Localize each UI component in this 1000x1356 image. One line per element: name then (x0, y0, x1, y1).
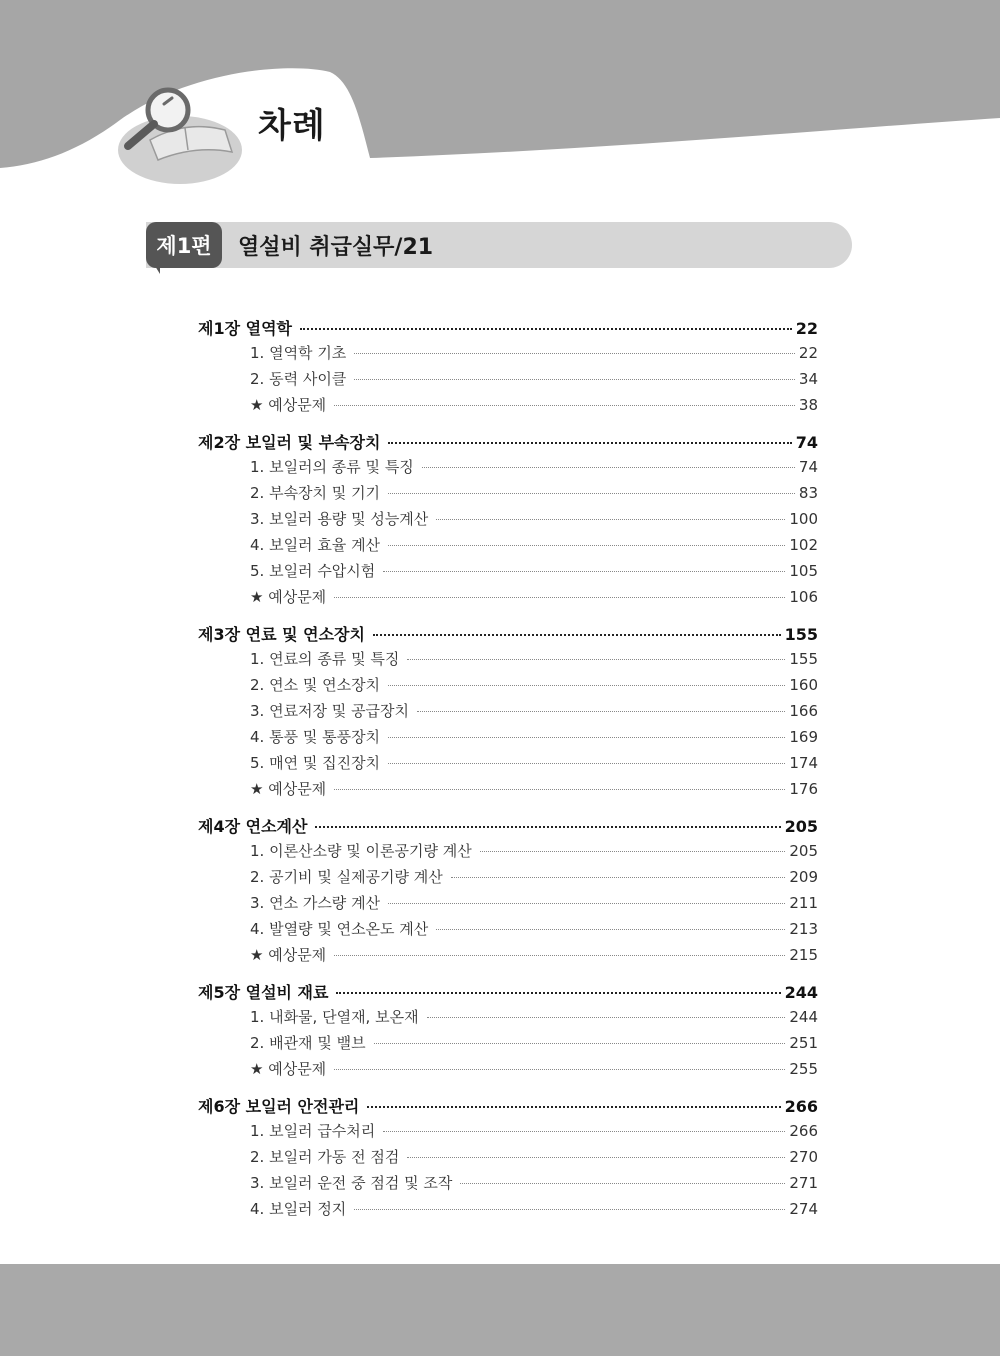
toc-item[interactable] (198, 700, 818, 726)
dot-leader (367, 1106, 780, 1108)
toc-chapter[interactable] (198, 814, 818, 840)
item-title: 2. 공기비 및 실제공기량 계산 (250, 868, 443, 886)
dot-leader (374, 1043, 786, 1044)
dot-leader (383, 571, 785, 572)
chapter-title: 제4장 연소계산 (198, 817, 308, 836)
toc-chapter[interactable] (198, 622, 818, 648)
toc-item[interactable] (198, 726, 818, 752)
toc-chapter[interactable] (198, 430, 818, 456)
toc-item[interactable] (198, 1198, 818, 1224)
dot-leader (436, 929, 785, 930)
header-band (0, 0, 1000, 200)
item-title: 2. 배관재 및 밸브 (250, 1034, 366, 1052)
item-title: 4. 보일러 정지 (250, 1200, 347, 1218)
toc-item[interactable] (198, 586, 818, 612)
chapter-title: 제5장 열설비 재료 (198, 983, 329, 1002)
chapter-page: 205 (784, 817, 818, 836)
dot-leader (383, 1131, 785, 1132)
toc-item[interactable] (198, 944, 818, 970)
dot-leader (417, 711, 785, 712)
item-page: 255 (789, 1060, 818, 1078)
dot-leader (388, 685, 785, 686)
dot-leader (334, 789, 785, 790)
footer-band (0, 1264, 1000, 1356)
dot-leader (388, 903, 785, 904)
dot-leader (300, 328, 792, 330)
chapter-page: 74 (795, 433, 818, 452)
dot-leader (451, 877, 786, 878)
item-title: 1. 이론산소량 및 이론공기량 계산 (250, 842, 472, 860)
item-page: 271 (789, 1174, 818, 1192)
dot-leader (407, 1157, 785, 1158)
dot-leader (422, 467, 795, 468)
item-title: ★ 예상문제 (250, 396, 327, 414)
toc-item[interactable] (198, 342, 818, 368)
toc-item[interactable] (198, 482, 818, 508)
dot-leader (334, 405, 795, 406)
item-title: 4. 통풍 및 통풍장치 (250, 728, 381, 746)
dot-leader (436, 519, 785, 520)
item-title: 3. 연료저장 및 공급장치 (250, 702, 410, 720)
item-page: 106 (789, 588, 818, 606)
item-title: ★ 예상문제 (250, 780, 327, 798)
item-title: 3. 보일러 용량 및 성능계산 (250, 510, 429, 528)
item-page: 211 (789, 894, 818, 912)
chapter-page: 266 (784, 1097, 818, 1116)
item-title: ★ 예상문제 (250, 588, 327, 606)
toc-item[interactable] (198, 1058, 818, 1084)
toc-item[interactable] (198, 1120, 818, 1146)
toc-item[interactable] (198, 456, 818, 482)
item-page: 174 (789, 754, 818, 772)
toc-item[interactable] (198, 918, 818, 944)
item-page: 244 (789, 1008, 818, 1026)
item-page: 74 (798, 458, 818, 476)
item-page: 155 (789, 650, 818, 668)
item-title: 1. 열역학 기초 (250, 344, 347, 362)
item-page: 83 (798, 484, 818, 502)
item-page: 169 (789, 728, 818, 746)
item-page: 160 (789, 676, 818, 694)
chapter-title: 제3장 연료 및 연소장치 (198, 625, 365, 644)
toc-chapter[interactable] (198, 980, 818, 1006)
item-title: 2. 동력 사이클 (250, 370, 347, 388)
item-title: 1. 보일러 급수처리 (250, 1122, 376, 1140)
item-title: 3. 보일러 운전 중 점검 및 조작 (250, 1174, 453, 1192)
toc-item[interactable] (198, 1146, 818, 1172)
toc-item[interactable] (198, 752, 818, 778)
table-of-contents (198, 316, 818, 1224)
dot-leader (334, 955, 785, 956)
toc-item[interactable] (198, 892, 818, 918)
chapter-page: 22 (795, 319, 818, 338)
toc-item[interactable] (198, 778, 818, 804)
item-page: 215 (789, 946, 818, 964)
dot-leader (407, 659, 785, 660)
item-title: 5. 매연 및 집진장치 (250, 754, 381, 772)
toc-item[interactable] (198, 394, 818, 420)
toc-item[interactable] (198, 1032, 818, 1058)
item-title: 2. 연소 및 연소장치 (250, 676, 381, 694)
part-number-label: 제1편 (146, 222, 222, 268)
chapter-page: 244 (784, 983, 818, 1002)
item-title: 1. 내화물, 단열재, 보온재 (250, 1008, 419, 1026)
dot-leader (334, 1069, 785, 1070)
dot-leader (388, 737, 785, 738)
item-page: 251 (789, 1034, 818, 1052)
dot-leader (334, 597, 785, 598)
item-title: 1. 연료의 종류 및 특징 (250, 650, 400, 668)
toc-item[interactable] (198, 534, 818, 560)
chapter-page: 155 (784, 625, 818, 644)
item-title: 2. 부속장치 및 기기 (250, 484, 381, 502)
toc-item[interactable] (198, 648, 818, 674)
dot-leader (388, 545, 785, 546)
chapter-title: 제1장 열역학 (198, 319, 292, 338)
toc-item[interactable] (198, 508, 818, 534)
dot-leader (460, 1183, 785, 1184)
dot-leader (388, 763, 785, 764)
item-title: ★ 예상문제 (250, 1060, 327, 1078)
item-page: 209 (789, 868, 818, 886)
toc-chapter[interactable] (198, 1094, 818, 1120)
toc-item[interactable] (198, 840, 818, 866)
item-page: 22 (798, 344, 818, 362)
toc-item[interactable] (198, 1006, 818, 1032)
dot-leader (354, 353, 795, 354)
dot-leader (315, 826, 780, 828)
chapter-title: 제2장 보일러 및 부속장치 (198, 433, 381, 452)
toc-item[interactable] (198, 368, 818, 394)
item-page: 205 (789, 842, 818, 860)
item-page: 270 (789, 1148, 818, 1166)
item-title: 1. 보일러의 종류 및 특징 (250, 458, 414, 476)
dot-leader (354, 1209, 785, 1210)
toc-item[interactable] (198, 560, 818, 586)
dot-leader (480, 851, 786, 852)
item-page: 213 (789, 920, 818, 938)
item-title: 4. 발열량 및 연소온도 계산 (250, 920, 429, 938)
item-page: 100 (789, 510, 818, 528)
item-title: 4. 보일러 효율 계산 (250, 536, 381, 554)
item-title: 2. 보일러 가동 전 점검 (250, 1148, 400, 1166)
item-page: 274 (789, 1200, 818, 1218)
part-title: 열설비 취급실무/21 (238, 235, 434, 260)
page-title: 차례 (258, 106, 326, 146)
item-page: 166 (789, 702, 818, 720)
item-page: 38 (798, 396, 818, 414)
dot-leader (427, 1017, 786, 1018)
item-page: 105 (789, 562, 818, 580)
item-title: 5. 보일러 수압시험 (250, 562, 376, 580)
item-page: 34 (798, 370, 818, 388)
dot-leader (388, 493, 795, 494)
item-page: 176 (789, 780, 818, 798)
toc-chapter[interactable] (198, 316, 818, 342)
item-page: 266 (789, 1122, 818, 1140)
dot-leader (388, 442, 791, 444)
toc-item[interactable] (198, 1172, 818, 1198)
chapter-title: 제6장 보일러 안전관리 (198, 1097, 360, 1116)
toc-item[interactable] (198, 674, 818, 700)
dot-leader (373, 634, 781, 636)
item-title: ★ 예상문제 (250, 946, 327, 964)
item-title: 3. 연소 가스량 계산 (250, 894, 381, 912)
item-page: 102 (789, 536, 818, 554)
toc-item[interactable] (198, 866, 818, 892)
dot-leader (354, 379, 795, 380)
dot-leader (336, 992, 780, 994)
